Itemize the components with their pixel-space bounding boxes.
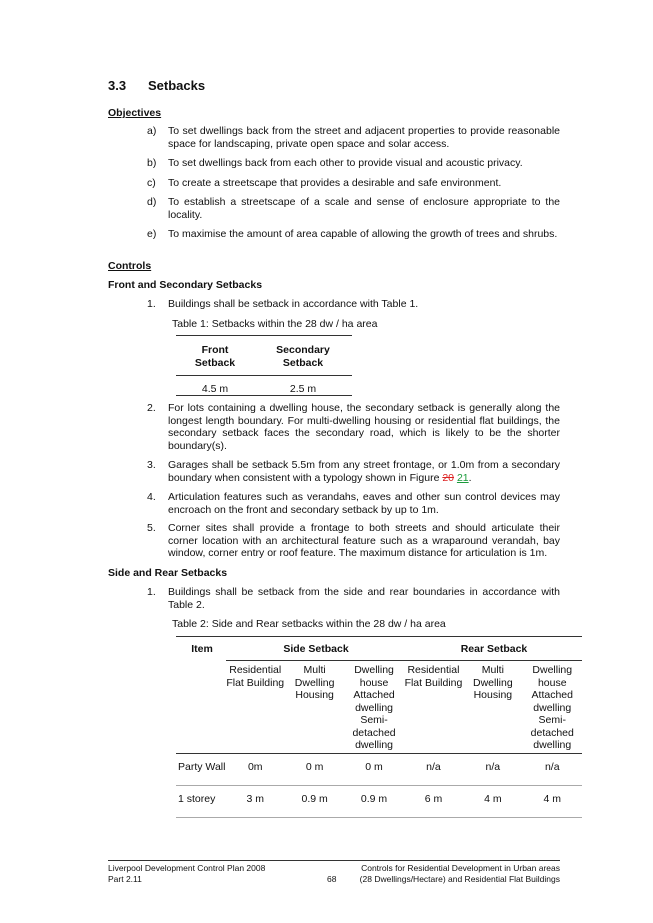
table-cell: 0.9 m bbox=[360, 793, 388, 805]
subheader-cell: Residential Flat Building bbox=[404, 664, 463, 689]
table-subrule bbox=[226, 660, 582, 661]
front-secondary-heading: Front and Secondary Setbacks bbox=[108, 279, 263, 291]
footer-section-line2: (28 Dwellings/Hectare) and Residential Flat Buildings bbox=[359, 874, 560, 884]
table-row bbox=[176, 754, 582, 785]
page-number: 68 bbox=[327, 874, 337, 884]
control-item bbox=[147, 298, 560, 311]
footer-section-line1: Controls for Residential Development in Urban areas bbox=[361, 863, 560, 873]
item-text: Buildings shall be setback from the side and rear boundaries in accordance with Table 2. bbox=[168, 586, 560, 611]
control-item bbox=[147, 459, 560, 484]
section-title bbox=[108, 78, 205, 93]
item-text: To maximise the amount of area capable of allowing the growth of trees and shrubs. bbox=[168, 228, 558, 240]
item-label: 5. bbox=[147, 522, 156, 534]
table-cell: 4 m bbox=[543, 793, 562, 805]
subheader-cell: Dwelling house Attached dwelling Semi-detached dwelling bbox=[530, 664, 574, 751]
item-text: Buildings shall be setback in accordance with Table 1. bbox=[168, 298, 419, 310]
table1-caption: Table 1: Setbacks within the 28 dw / ha area bbox=[172, 318, 378, 330]
table2-caption: Table 2: Side and Rear setbacks within the 28 dw / ha area bbox=[172, 618, 446, 630]
item-text: Corner sites shall provide a frontage to both streets and should articulate their corner location with an architectural feature such as a wraparound verandah, bay window, corner entry or roof feature. The maximum distance for articulation is 1m. bbox=[168, 522, 560, 559]
item-header: Item bbox=[191, 642, 213, 655]
rear-setback-header: Rear Setback bbox=[460, 642, 528, 655]
table-cell: 0 m bbox=[305, 761, 324, 773]
item-label: a) bbox=[147, 125, 157, 137]
control-item bbox=[147, 586, 560, 611]
empty-cell bbox=[176, 664, 226, 753]
header-line: Secondary bbox=[276, 344, 330, 356]
item-text-end: . bbox=[468, 471, 472, 484]
item-label: 4. bbox=[147, 491, 156, 503]
control-item bbox=[147, 491, 560, 516]
control-item bbox=[147, 522, 560, 560]
table-cell: 3 m bbox=[246, 793, 264, 805]
item-text: For lots containing a dwelling house, the secondary setback is generally along the longest length boundary. For multi-dwelling housing or residential flat buildings, the secondary setback faces the secondary road, which is likely to be the shorter boundary(s). bbox=[168, 402, 560, 452]
objective-item bbox=[147, 196, 560, 221]
item-label: 3. bbox=[147, 459, 156, 471]
subheader-cell: Residential Flat Building bbox=[226, 664, 285, 689]
setbacks-table-2 bbox=[176, 636, 582, 818]
subheader-cell: Dwelling house Attached dwelling Semi-detached dwelling bbox=[352, 664, 396, 751]
footer-document-title: Liverpool Development Control Plan 2008 bbox=[108, 863, 266, 873]
table-subheader-row bbox=[176, 661, 582, 753]
row-item: Party Wall bbox=[178, 761, 226, 773]
objective-item bbox=[147, 228, 560, 241]
item-label: c) bbox=[147, 177, 156, 189]
item-text: Articulation features such as verandahs, eaves and other sun control devices may encroach on the front and secondary setback by up to 1m. bbox=[168, 491, 560, 516]
footer-divider bbox=[108, 860, 560, 861]
table-cell: 0m bbox=[247, 761, 263, 773]
table-cell: n/a bbox=[426, 761, 441, 773]
footer-right bbox=[352, 863, 560, 885]
table-cell: 0 m bbox=[365, 761, 383, 773]
subheader-cell: Multi Dwelling Housing bbox=[294, 664, 335, 701]
item-label: b) bbox=[147, 157, 157, 169]
subheader-cell: Multi Dwelling Housing bbox=[473, 664, 513, 701]
objective-item bbox=[147, 125, 560, 150]
table-row bbox=[176, 376, 352, 395]
front-setback-header bbox=[176, 344, 254, 375]
table-cell: n/a bbox=[544, 761, 560, 773]
item-label: 2. bbox=[147, 402, 156, 414]
item-text-body: Garages shall be setback 5.5m from any street frontage, or 1.0m from a secondary boundary when consistent with a typology shown in Figure bbox=[168, 459, 560, 484]
item-text bbox=[168, 459, 560, 484]
setbacks-table-1 bbox=[176, 335, 352, 396]
table-rule bbox=[176, 395, 352, 396]
item-text: To set dwellings back from each other to provide visual and acoustic privacy. bbox=[168, 157, 523, 169]
inserted-revision: 21 bbox=[456, 471, 469, 484]
side-setback-header: Side Setback bbox=[283, 642, 349, 655]
section-title-text: Setbacks bbox=[148, 78, 206, 93]
table-group-header bbox=[176, 637, 582, 661]
deleted-revision: 20 bbox=[442, 471, 455, 484]
header-line: Front bbox=[201, 344, 229, 356]
item-text: To create a streetscape that provides a desirable and safe environment. bbox=[168, 177, 502, 189]
item-label: e) bbox=[147, 228, 157, 240]
controls-heading: Controls bbox=[108, 260, 152, 272]
row-item: 1 storey bbox=[178, 793, 216, 805]
objective-item bbox=[147, 177, 560, 190]
footer-left bbox=[108, 863, 265, 885]
table-cell: 0.9 m bbox=[301, 793, 328, 805]
section-number: 3.3 bbox=[108, 78, 127, 93]
table-header-row bbox=[176, 336, 352, 375]
front-setback-value: 4.5 m bbox=[201, 383, 229, 395]
secondary-setback-value: 2.5 m bbox=[289, 383, 317, 395]
table-rule bbox=[176, 817, 582, 818]
footer-part: Part 2.11 bbox=[108, 874, 142, 884]
table-cell: n/a bbox=[485, 761, 501, 773]
secondary-setback-header bbox=[254, 344, 352, 375]
objectives-heading: Objectives bbox=[108, 107, 162, 119]
objective-item bbox=[147, 157, 560, 170]
item-label: d) bbox=[147, 196, 157, 208]
table-row bbox=[176, 786, 582, 817]
table-cell: 6 m bbox=[424, 793, 443, 805]
table-cell: 4 m bbox=[484, 793, 502, 805]
control-item bbox=[147, 402, 560, 452]
header-line: Setback bbox=[194, 356, 236, 369]
item-label: 1. bbox=[147, 586, 156, 598]
side-rear-heading: Side and Rear Setbacks bbox=[108, 567, 228, 579]
header-line: Setback bbox=[282, 356, 324, 369]
item-text: To establish a streetscape of a scale and sense of enclosure appropriate to the locality. bbox=[168, 196, 560, 221]
item-label: 1. bbox=[147, 298, 156, 310]
item-text: To set dwellings back from the street and adjacent properties to provide reasonable space for landscaping, private open space and solar access. bbox=[168, 125, 560, 150]
